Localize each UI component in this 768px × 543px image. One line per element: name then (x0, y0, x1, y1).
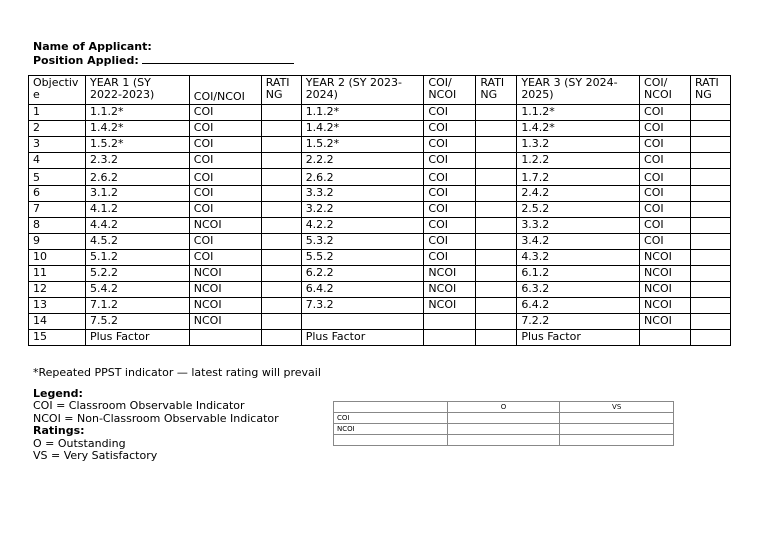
year1-coi-ncoi-cell: COI (189, 234, 261, 250)
applicant-header (33, 40, 294, 67)
year1-rating-cell[interactable] (261, 218, 301, 234)
year2-indicator-cell: 2.6.2 (301, 169, 424, 186)
rating-item-o: O = Outstanding (33, 436, 126, 450)
year1-coi-ncoi-cell: NCOI (189, 218, 261, 234)
year1-indicator-cell: 7.5.2 (85, 314, 189, 330)
year1-coi-ncoi-cell: COI (189, 202, 261, 218)
table-row (29, 266, 731, 282)
year2-coi-ncoi-cell: COI (424, 153, 476, 169)
objective-number-cell: 3 (29, 137, 86, 153)
table-header-row (29, 76, 731, 105)
year3-rating-cell[interactable] (690, 153, 730, 169)
year3-indicator-cell: 7.2.2 (517, 314, 640, 330)
year3-rating-cell[interactable] (690, 234, 730, 250)
table-row (29, 298, 731, 314)
repeated-indicator-note: *Repeated PPST indicator — latest rating will prevail (33, 366, 321, 379)
year3-indicator-cell: 2.5.2 (517, 202, 640, 218)
table-row (29, 282, 731, 298)
year3-rating-cell[interactable] (690, 282, 730, 298)
year3-coi-ncoi-cell: COI (640, 202, 691, 218)
year2-coi-ncoi-cell: NCOI (424, 282, 476, 298)
year2-indicator-cell (301, 314, 424, 330)
year3-coi-ncoi-cell: COI (640, 234, 691, 250)
year2-rating-cell[interactable] (476, 218, 517, 234)
ratings-title: Ratings: (33, 424, 85, 438)
year3-indicator-cell: 6.1.2 (517, 266, 640, 282)
summary-cell[interactable] (560, 424, 674, 435)
objective-number-cell: 4 (29, 153, 86, 169)
year3-indicator-cell: 1.3.2 (517, 137, 640, 153)
year2-indicator-cell: 1.1.2* (301, 105, 424, 121)
objective-number-cell: 14 (29, 314, 86, 330)
year3-rating-cell[interactable] (690, 169, 730, 186)
summary-cell[interactable] (560, 413, 674, 424)
year3-rating-cell[interactable] (690, 137, 730, 153)
year2-indicator-cell: 5.5.2 (301, 250, 424, 266)
table-row (29, 153, 731, 169)
col-header-year2: YEAR 2 (SY 2023-2024) (301, 76, 424, 105)
year3-rating-cell[interactable] (690, 186, 730, 202)
year2-indicator-cell: Plus Factor (301, 330, 424, 346)
year1-rating-cell[interactable] (261, 330, 301, 346)
year3-coi-ncoi-cell: COI (640, 153, 691, 169)
year3-coi-ncoi-cell: COI (640, 169, 691, 186)
summary-header-row (334, 402, 674, 413)
year3-rating-cell[interactable] (690, 250, 730, 266)
year2-indicator-cell: 3.3.2 (301, 186, 424, 202)
year1-indicator-cell: 4.4.2 (85, 218, 189, 234)
year1-indicator-cell: 5.1.2 (85, 250, 189, 266)
year3-rating-cell[interactable] (690, 202, 730, 218)
year1-coi-ncoi-cell: COI (189, 250, 261, 266)
year3-rating-cell[interactable] (690, 330, 730, 346)
year3-coi-ncoi-cell: COI (640, 105, 691, 121)
year2-rating-cell[interactable] (476, 266, 517, 282)
legend-title: Legend: (33, 387, 83, 400)
year1-indicator-cell: 1.5.2* (85, 137, 189, 153)
legend-item-coi: COI = Classroom Observable Indicator (33, 399, 245, 413)
table-row (29, 121, 731, 137)
year1-coi-ncoi-cell (189, 330, 261, 346)
summary-row-label: NCOI (334, 424, 448, 435)
year3-indicator-cell: Plus Factor (517, 330, 640, 346)
position-applied-field[interactable] (142, 53, 294, 64)
year2-indicator-cell: 7.3.2 (301, 298, 424, 314)
year1-indicator-cell: Plus Factor (85, 330, 189, 346)
summary-header-blank (334, 402, 448, 413)
year1-coi-ncoi-cell: COI (189, 105, 261, 121)
year3-rating-cell[interactable] (690, 105, 730, 121)
summary-cell[interactable] (447, 424, 560, 435)
year2-indicator-cell: 4.2.2 (301, 218, 424, 234)
year1-rating-cell[interactable] (261, 121, 301, 137)
col-header-rating-1: RATI NG (261, 76, 301, 105)
position-applied-label: Position Applied: (33, 54, 139, 67)
table-row (29, 169, 731, 186)
year2-coi-ncoi-cell: NCOI (424, 266, 476, 282)
col-header-year3: YEAR 3 (SY 2024-2025) (517, 76, 640, 105)
year3-coi-ncoi-cell: NCOI (640, 298, 691, 314)
year1-coi-ncoi-cell: COI (189, 186, 261, 202)
objective-number-cell: 1 (29, 105, 86, 121)
table-row (29, 137, 731, 153)
year1-rating-cell[interactable] (261, 234, 301, 250)
objective-number-cell: 11 (29, 266, 86, 282)
year1-coi-ncoi-cell: COI (189, 169, 261, 186)
year3-coi-ncoi-cell: COI (640, 186, 691, 202)
year2-coi-ncoi-cell: NCOI (424, 298, 476, 314)
year1-rating-cell[interactable] (261, 153, 301, 169)
year2-indicator-cell: 1.5.2* (301, 137, 424, 153)
table-row (29, 234, 731, 250)
year2-coi-ncoi-cell: COI (424, 218, 476, 234)
objective-number-cell: 15 (29, 330, 86, 346)
year1-coi-ncoi-cell: COI (189, 121, 261, 137)
table-row (29, 202, 731, 218)
year3-indicator-cell: 2.4.2 (517, 186, 640, 202)
col-header-objective: Objectiv e (29, 76, 86, 105)
objective-number-cell: 8 (29, 218, 86, 234)
year1-rating-cell[interactable] (261, 137, 301, 153)
year2-indicator-cell: 1.4.2* (301, 121, 424, 137)
year1-indicator-cell: 3.1.2 (85, 186, 189, 202)
objective-number-cell: 6 (29, 186, 86, 202)
objective-number-cell: 9 (29, 234, 86, 250)
summary-row-coi (334, 413, 674, 424)
year2-coi-ncoi-cell: COI (424, 250, 476, 266)
year1-coi-ncoi-cell: NCOI (189, 282, 261, 298)
year2-indicator-cell: 5.3.2 (301, 234, 424, 250)
year3-rating-cell[interactable] (690, 218, 730, 234)
year3-coi-ncoi-cell: COI (640, 218, 691, 234)
applicant-name-label: Name of Applicant: (33, 40, 152, 53)
year3-rating-cell[interactable] (690, 298, 730, 314)
objective-number-cell: 7 (29, 202, 86, 218)
year3-rating-cell[interactable] (690, 121, 730, 137)
year2-rating-cell[interactable] (476, 169, 517, 186)
year3-indicator-cell: 6.3.2 (517, 282, 640, 298)
year2-coi-ncoi-cell: COI (424, 202, 476, 218)
summary-cell[interactable] (560, 435, 674, 446)
year3-indicator-cell: 6.4.2 (517, 298, 640, 314)
year2-coi-ncoi-cell: COI (424, 169, 476, 186)
summary-header-vs: VS (560, 402, 674, 413)
year1-indicator-cell: 7.1.2 (85, 298, 189, 314)
objective-number-cell: 12 (29, 282, 86, 298)
summary-row-label: COI (334, 413, 448, 424)
summary-cell[interactable] (447, 435, 560, 446)
year3-coi-ncoi-cell: COI (640, 121, 691, 137)
table-row (29, 330, 731, 346)
year1-coi-ncoi-cell: NCOI (189, 314, 261, 330)
summary-row-label (334, 435, 448, 446)
col-header-coi-ncoi-2: COI/ NCOI (424, 76, 476, 105)
table-row (29, 314, 731, 330)
year3-indicator-cell: 1.2.2 (517, 153, 640, 169)
year2-coi-ncoi-cell: COI (424, 121, 476, 137)
year2-rating-cell[interactable] (476, 282, 517, 298)
year3-coi-ncoi-cell: NCOI (640, 250, 691, 266)
year1-coi-ncoi-cell: COI (189, 153, 261, 169)
table-row (29, 218, 731, 234)
year1-coi-ncoi-cell: NCOI (189, 298, 261, 314)
year2-coi-ncoi-cell: COI (424, 105, 476, 121)
year1-rating-cell[interactable] (261, 314, 301, 330)
year3-indicator-cell: 1.7.2 (517, 169, 640, 186)
position-row (33, 53, 294, 67)
summary-cell[interactable] (447, 413, 560, 424)
rating-item-vs: VS = Very Satisfactory (33, 449, 158, 463)
objective-number-cell: 10 (29, 250, 86, 266)
year2-rating-cell[interactable] (476, 298, 517, 314)
year2-rating-cell[interactable] (476, 105, 517, 121)
col-header-coi-ncoi-3: COI/ NCOI (640, 76, 691, 105)
year1-indicator-cell: 5.2.2 (85, 266, 189, 282)
year2-coi-ncoi-cell (424, 330, 476, 346)
col-header-rating-2: RATI NG (476, 76, 517, 105)
year3-rating-cell[interactable] (690, 314, 730, 330)
year3-indicator-cell: 3.4.2 (517, 234, 640, 250)
year2-indicator-cell: 2.2.2 (301, 153, 424, 169)
col-header-year1: YEAR 1 (SY 2022-2023) (85, 76, 189, 105)
year2-rating-cell[interactable] (476, 250, 517, 266)
year2-coi-ncoi-cell: COI (424, 234, 476, 250)
year1-indicator-cell: 4.5.2 (85, 234, 189, 250)
year1-indicator-cell: 4.1.2 (85, 202, 189, 218)
year3-coi-ncoi-cell: COI (640, 137, 691, 153)
year3-indicator-cell: 3.3.2 (517, 218, 640, 234)
year1-rating-cell[interactable] (261, 169, 301, 186)
year2-rating-cell[interactable] (476, 137, 517, 153)
year3-coi-ncoi-cell (640, 330, 691, 346)
table-row (29, 250, 731, 266)
year1-indicator-cell: 5.4.2 (85, 282, 189, 298)
year2-coi-ncoi-cell (424, 314, 476, 330)
year3-coi-ncoi-cell: NCOI (640, 266, 691, 282)
year3-indicator-cell: 4.3.2 (517, 250, 640, 266)
year1-rating-cell[interactable] (261, 298, 301, 314)
year2-rating-cell[interactable] (476, 121, 517, 137)
legend (33, 388, 279, 462)
legend-item-ncoi: NCOI = Non-Classroom Observable Indicator (33, 411, 279, 425)
summary-row-total (334, 435, 674, 446)
year3-indicator-cell: 1.4.2* (517, 121, 640, 137)
year1-indicator-cell: 1.4.2* (85, 121, 189, 137)
year3-coi-ncoi-cell: NCOI (640, 314, 691, 330)
objective-number-cell: 2 (29, 121, 86, 137)
objectives-table (28, 75, 731, 346)
summary-table (333, 401, 674, 446)
year1-rating-cell[interactable] (261, 250, 301, 266)
summary-header-o: O (447, 402, 560, 413)
year3-rating-cell[interactable] (690, 266, 730, 282)
year2-rating-cell[interactable] (476, 330, 517, 346)
table-row (29, 105, 731, 121)
year1-rating-cell[interactable] (261, 186, 301, 202)
year2-rating-cell[interactable] (476, 234, 517, 250)
year2-rating-cell[interactable] (476, 202, 517, 218)
summary-row-ncoi (334, 424, 674, 435)
year1-rating-cell[interactable] (261, 266, 301, 282)
year1-indicator-cell: 2.3.2 (85, 153, 189, 169)
year2-indicator-cell: 6.2.2 (301, 266, 424, 282)
col-header-rating-3: RATI NG (690, 76, 730, 105)
col-header-coi-ncoi-1: COI/NCOI (189, 76, 261, 105)
year1-indicator-cell: 1.1.2* (85, 105, 189, 121)
year2-indicator-cell: 6.4.2 (301, 282, 424, 298)
year2-rating-cell[interactable] (476, 186, 517, 202)
year1-rating-cell[interactable] (261, 282, 301, 298)
year1-coi-ncoi-cell: COI (189, 137, 261, 153)
year2-rating-cell[interactable] (476, 153, 517, 169)
year1-indicator-cell: 2.6.2 (85, 169, 189, 186)
year3-indicator-cell: 1.1.2* (517, 105, 640, 121)
objective-number-cell: 5 (29, 169, 86, 186)
year2-coi-ncoi-cell: COI (424, 186, 476, 202)
year1-rating-cell[interactable] (261, 105, 301, 121)
objective-number-cell: 13 (29, 298, 86, 314)
year3-coi-ncoi-cell: NCOI (640, 282, 691, 298)
year1-coi-ncoi-cell: NCOI (189, 266, 261, 282)
year2-coi-ncoi-cell: COI (424, 137, 476, 153)
table-row (29, 186, 731, 202)
year2-rating-cell[interactable] (476, 314, 517, 330)
year1-rating-cell[interactable] (261, 202, 301, 218)
year2-indicator-cell: 3.2.2 (301, 202, 424, 218)
